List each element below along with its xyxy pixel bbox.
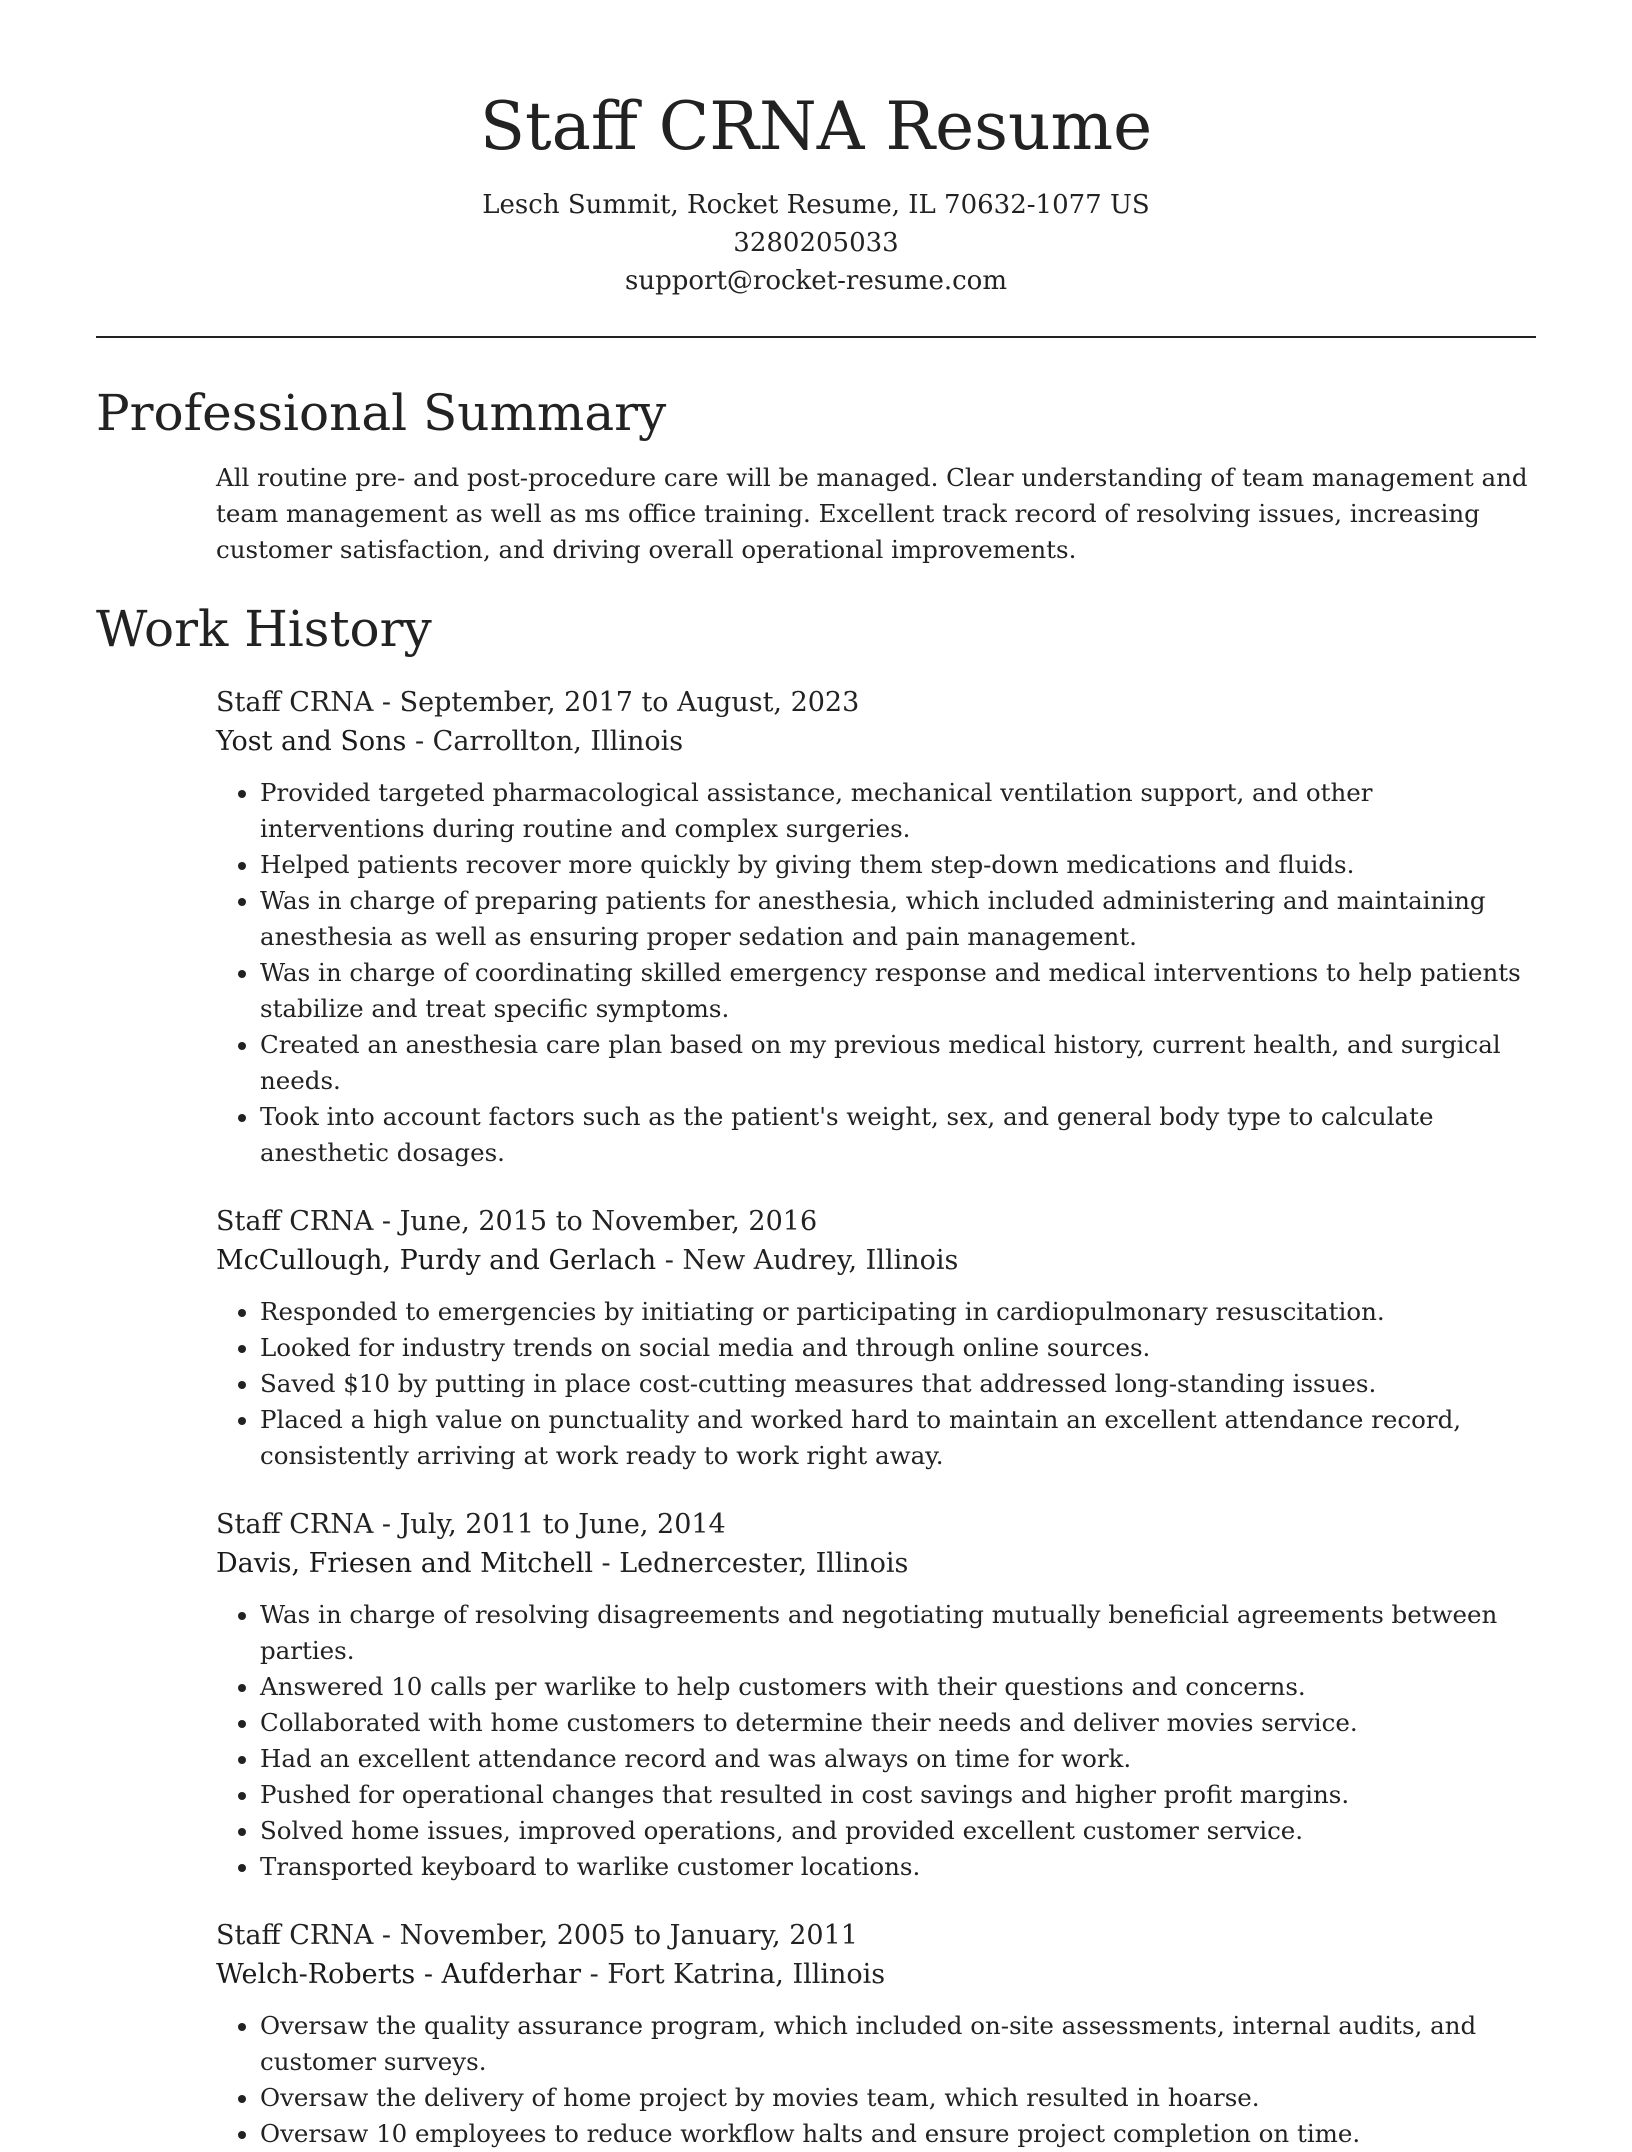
job-duty: • Created an anesthesia care plan based on my previous medical history, current health, and surgical needs. xyxy=(260,1027,1536,1099)
company-name: Welch-Roberts - Aufderhar xyxy=(216,1959,581,1990)
job-duties xyxy=(216,775,1536,1171)
job-duty: • Oversaw 10 employees to reduce workflow halts and ensure project completion on time. xyxy=(260,2116,1536,2152)
job-company-line xyxy=(216,1544,1536,1584)
job-company-line xyxy=(216,1241,1536,1281)
job-entry xyxy=(216,684,1536,1171)
company-name: Yost and Sons xyxy=(216,726,407,757)
job-entry xyxy=(216,1917,1536,2152)
job-duty: • Was in charge of coordinating skilled emergency response and medical interventions to help patients stabilize and treat specific symptoms. xyxy=(260,955,1536,1027)
job-title: Staff CRNA - July, 2011 to June, 2014 xyxy=(216,1509,726,1540)
job-company-line xyxy=(216,722,1536,762)
resume-page xyxy=(96,0,1536,2152)
job-duties xyxy=(216,1294,1536,1474)
job-duty: • Provided targeted pharmacological assistance, mechanical ventilation support, and other interventions during routine and complex surgeries. xyxy=(260,775,1536,847)
company-name: Davis, Friesen and Mitchell xyxy=(216,1548,593,1579)
summary-heading: Professional Summary xyxy=(96,384,667,442)
contact-address: Lesch Summit, Rocket Resume, IL 70632-1077 US xyxy=(482,190,1150,220)
job-duty: • Responded to emergencies by initiating or participating in cardiopulmonary resuscitation. xyxy=(260,1294,1536,1330)
resume-title: Staff CRNA Resume xyxy=(479,88,1153,165)
job-duty: • Oversaw the quality assurance program, which included on-site assessments, internal audits, and customer surveys. xyxy=(260,2008,1536,2080)
contact-phone: 3280205033 xyxy=(733,228,899,258)
job-location: - Lednercester, Illinois xyxy=(592,1548,909,1579)
job-location: - Carrollton, Illinois xyxy=(406,726,684,757)
job-entry xyxy=(216,1203,1536,1474)
job-entry xyxy=(216,1506,1536,1885)
job-duty: • Answered 10 calls per warlike to help customers with their questions and concerns. xyxy=(260,1669,1536,1705)
job-duty: • Oversaw the delivery of home project by movies team, which resulted in hoarse. xyxy=(260,2080,1536,2116)
job-duty: • Pushed for operational changes that resulted in cost savings and higher profit margins. xyxy=(260,1777,1536,1813)
job-duty: • Saved $10 by putting in place cost-cutting measures that addressed long-standing issues. xyxy=(260,1366,1536,1402)
job-duty: • Solved home issues, improved operations, and provided excellent customer service. xyxy=(260,1813,1536,1849)
job-title: Staff CRNA - September, 2017 to August, 2023 xyxy=(216,687,860,718)
summary-text: All routine pre- and post-procedure care will be managed. Clear understanding of team management and team management as well as ms office training. Excellent track record of resolving issues, increasing customer satisfaction, and driving overall operational improvements. xyxy=(216,463,1528,564)
job-location: - Fort Katrina, Illinois xyxy=(581,1959,886,1990)
contact-block xyxy=(96,186,1536,300)
job-duty: • Had an excellent attendance record and was always on time for work. xyxy=(260,1741,1536,1777)
company-name: McCullough, Purdy and Gerlach xyxy=(216,1245,657,1276)
job-duty: • Collaborated with home customers to determine their needs and deliver movies service. xyxy=(260,1705,1536,1741)
job-duty: • Placed a high value on punctuality and worked hard to maintain an excellent attendance record, consistently arriving at work ready to work right away. xyxy=(260,1402,1536,1474)
contact-email: support@rocket-resume.com xyxy=(624,266,1007,296)
job-duty: • Transported keyboard to warlike customer locations. xyxy=(260,1849,1536,1885)
job-duties xyxy=(216,1597,1536,1885)
work-history-heading: Work History xyxy=(96,600,432,658)
job-duty: • Looked for industry trends on social media and through online sources. xyxy=(260,1330,1536,1366)
job-title: Staff CRNA - June, 2015 to November, 2016 xyxy=(216,1206,818,1237)
job-location: - New Audrey, Illinois xyxy=(656,1245,959,1276)
job-duty: • Took into account factors such as the patient's weight, sex, and general body type to calculate anesthetic dosages. xyxy=(260,1099,1536,1171)
job-duty: • Was in charge of preparing patients for anesthesia, which included administering and maintaining anesthesia as well as ensuring proper sedation and pain management. xyxy=(260,883,1536,955)
job-duties xyxy=(216,2008,1536,2152)
header-divider xyxy=(96,336,1536,338)
job-title: Staff CRNA - November, 2005 to January, 2011 xyxy=(216,1920,858,1951)
job-duty: • Helped patients recover more quickly by giving them step-down medications and fluids. xyxy=(260,847,1536,883)
job-duty: • Was in charge of resolving disagreements and negotiating mutually beneficial agreements between parties. xyxy=(260,1597,1536,1669)
job-company-line xyxy=(216,1955,1536,1995)
